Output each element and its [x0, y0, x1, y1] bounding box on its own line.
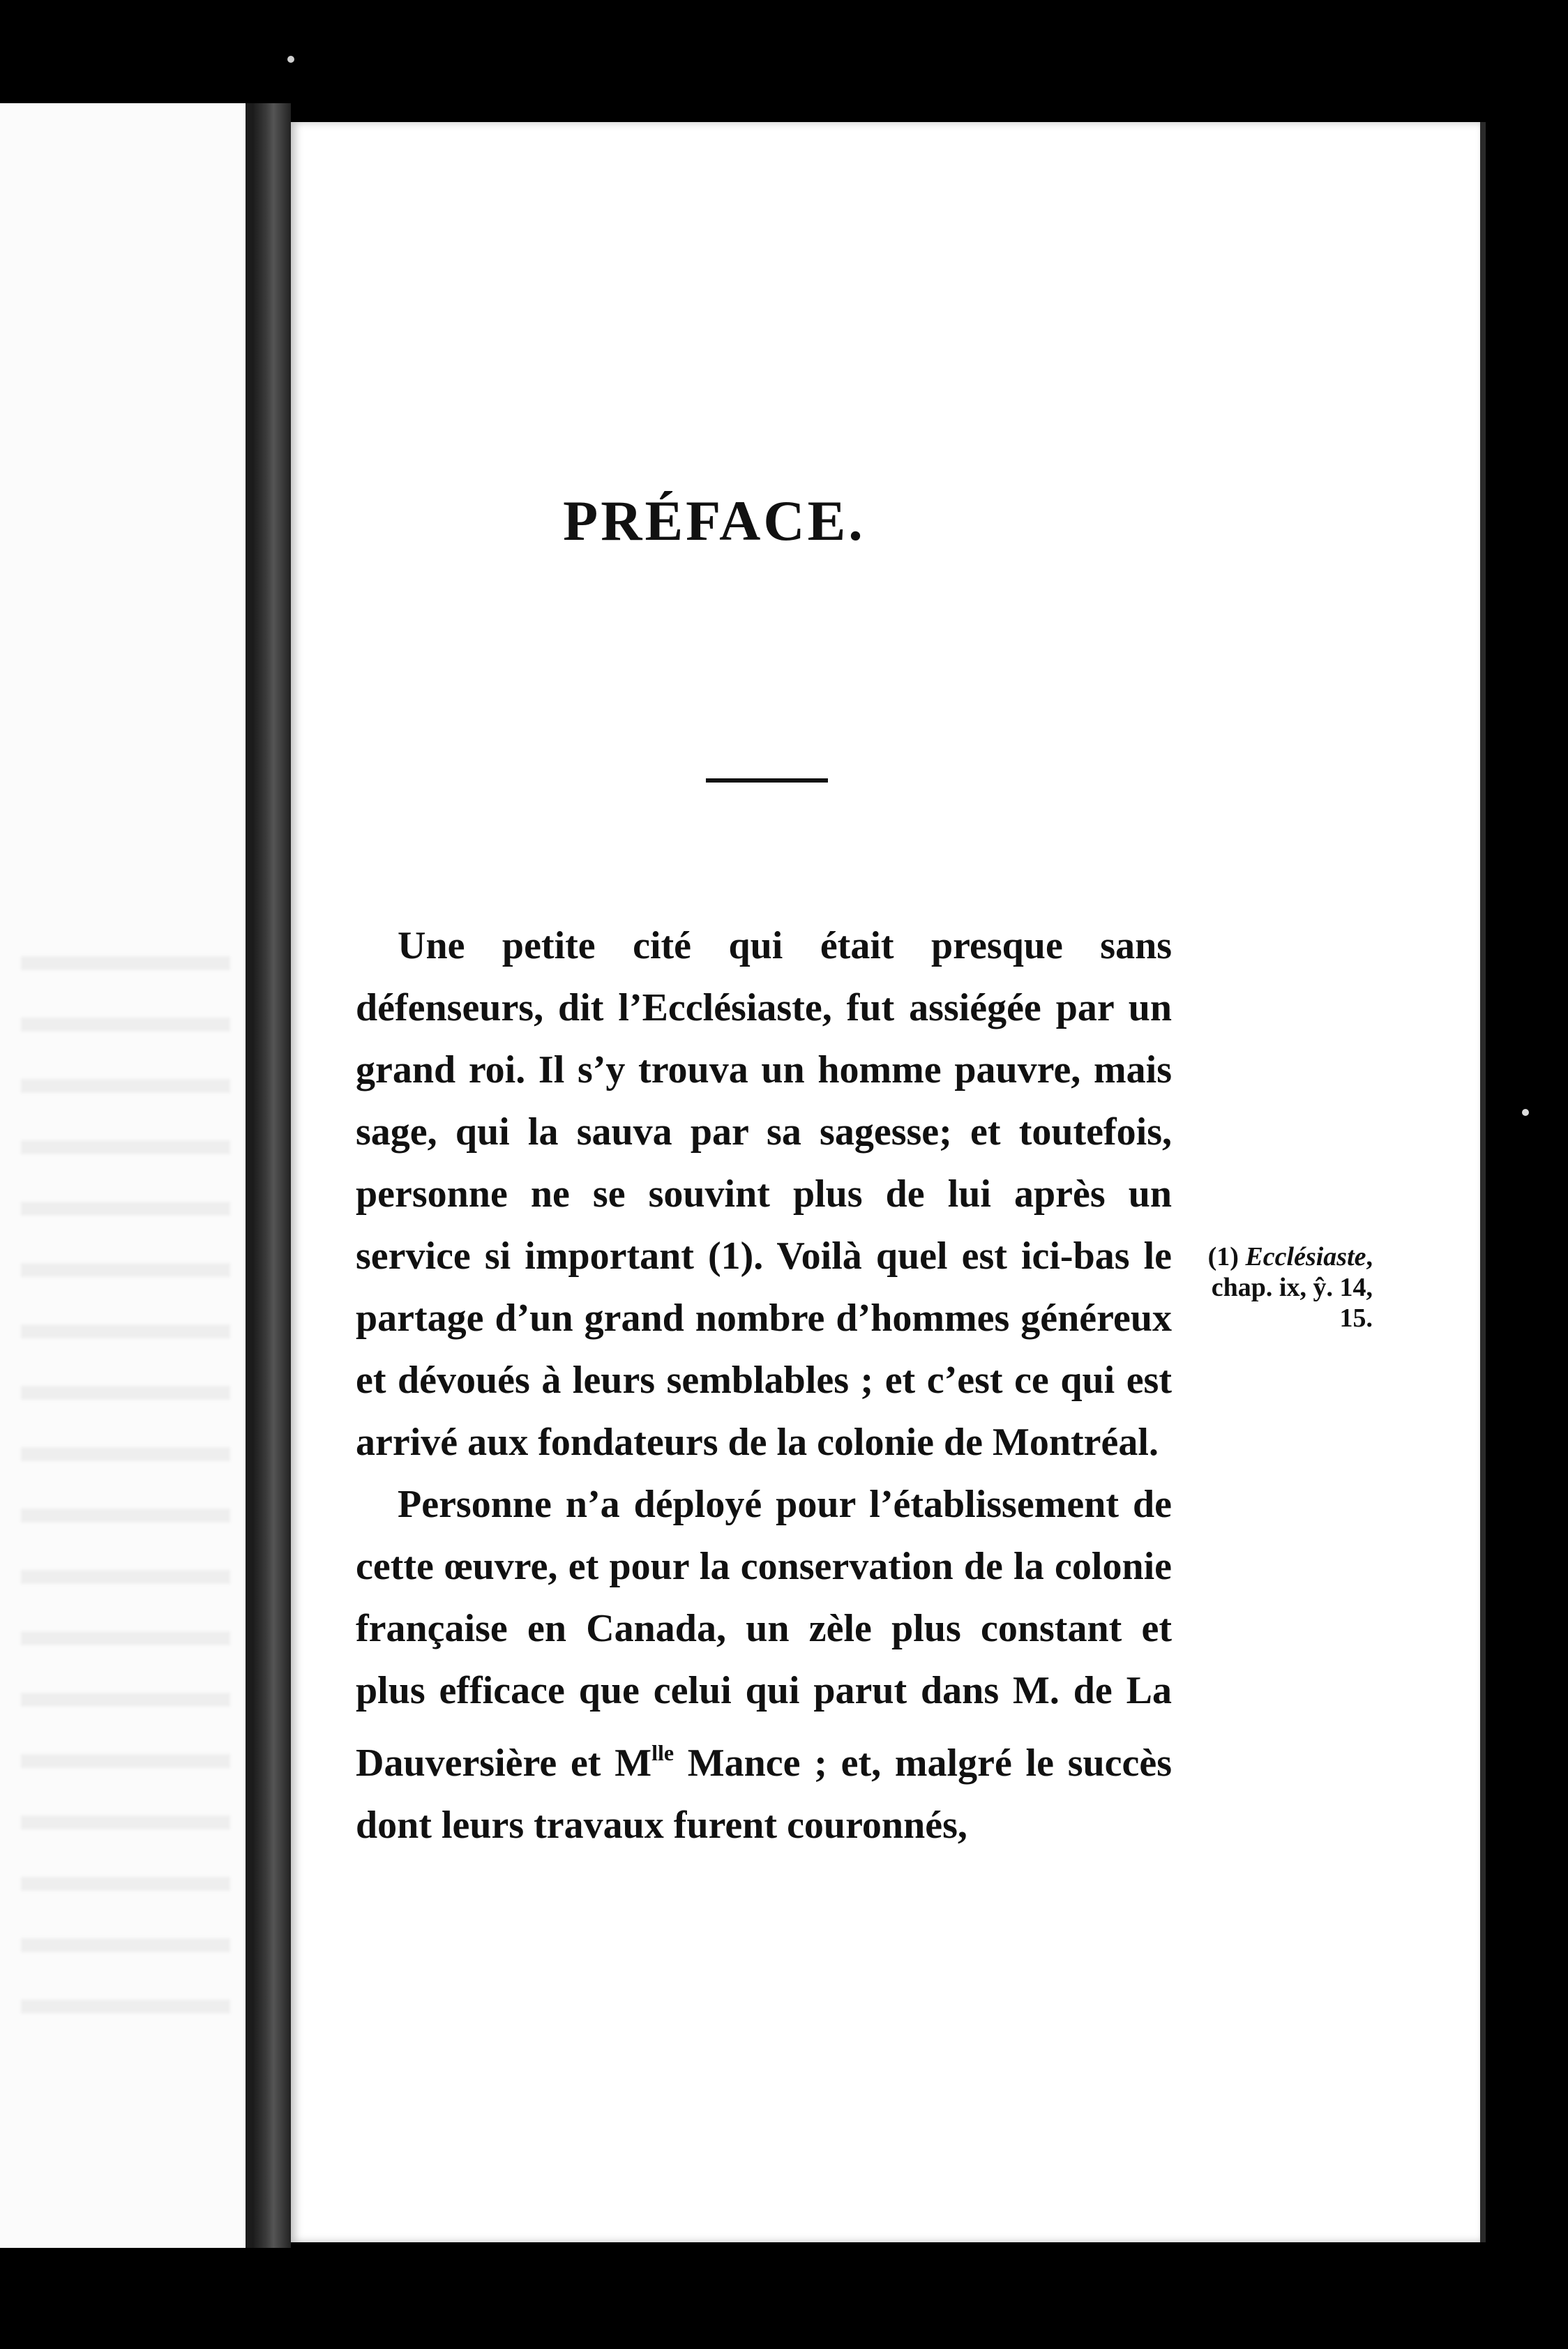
- page-title: PRÉFACE.: [563, 489, 866, 552]
- paragraph-2-part-2: Mance ; et, malgré le succès dont leurs travaux furent couronnés,: [356, 1742, 1173, 1847]
- paragraph-2: [356, 1474, 1172, 1857]
- note-citation: , chap. ix, ŷ. 14, 15.: [1211, 1242, 1373, 1333]
- dust-speck: [287, 56, 294, 63]
- mademoiselle-abbreviation: lle: [651, 1740, 674, 1765]
- note-marker: (1): [1207, 1242, 1239, 1271]
- dust-speck: [1522, 1109, 1529, 1116]
- book-gutter: [252, 103, 291, 2248]
- previous-page: [0, 103, 252, 2248]
- note-reference: Ecclésiaste: [1245, 1242, 1366, 1271]
- paragraph-2-part-1: Personne n’a déployé pour l’établissement de cette œuvre, et pour la conservation de la colonie française en Canada, un zèle plus constant et plus efficace que celui qui parut dans M. de La Dauversière et M: [356, 1483, 1172, 1785]
- paragraph-1: Une petite cité qui était presque sans défenseurs, dit l’Ecclésiaste, fut assiégée par un grand roi. Il s’y trouva un homme pauvre, mais sage, qui la sauva par sa sagesse; et toutefois, personne ne se souvint plus de lui après un service si important (1). Voilà quel est ici-bas le partage d’un grand nombre d’hommes généreux et dévoués à leurs semblables ; et c’est ce qui est arrivé aux fondateurs de la colonie de Montréal.: [356, 924, 1172, 1464]
- marginal-note: [1177, 1241, 1373, 1334]
- bleed-through-text: [21, 926, 230, 2014]
- body-text: [356, 915, 1172, 1857]
- title-rule: [706, 778, 828, 783]
